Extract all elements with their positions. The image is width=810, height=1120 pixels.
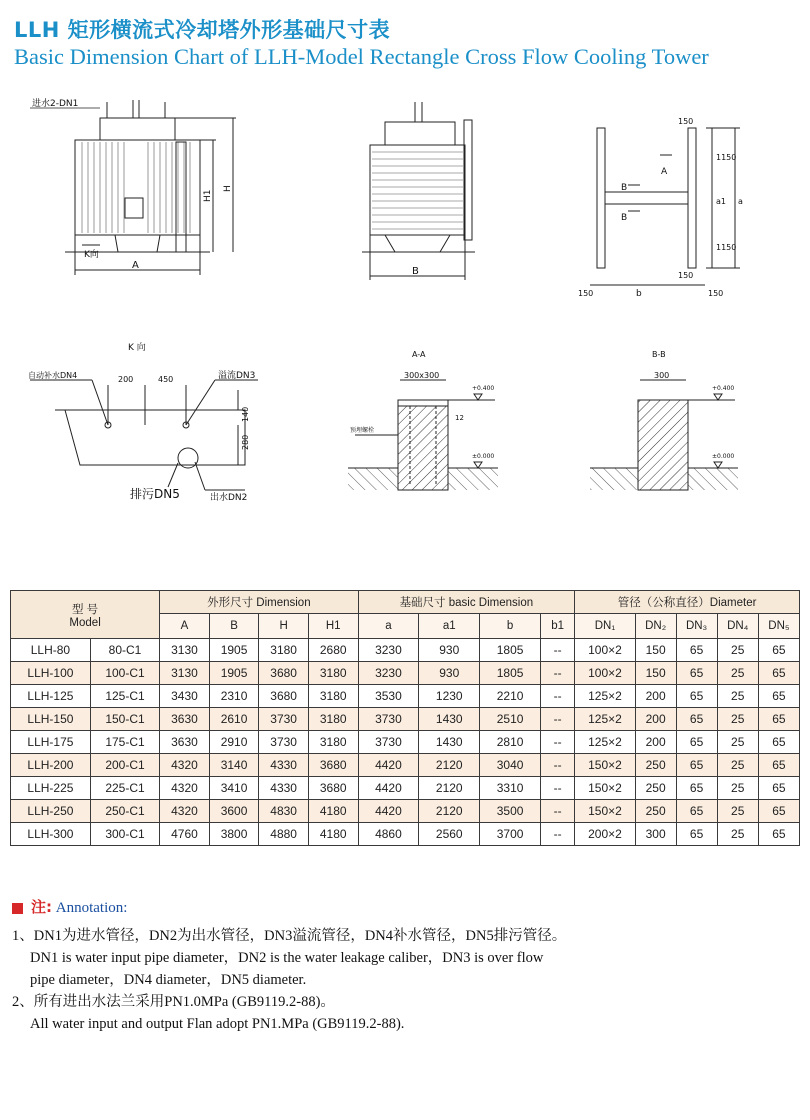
table-cell: 2810: [480, 731, 541, 754]
model-code-cell: 80-C1: [90, 639, 159, 662]
table-cell: 4320: [160, 800, 210, 823]
table-cell: 250: [635, 800, 676, 823]
table-cell: 3600: [209, 800, 259, 823]
sub-header-cell: DN₂: [635, 614, 676, 639]
table-cell: 2210: [480, 685, 541, 708]
table-cell: 3700: [480, 823, 541, 846]
table-cell: 1230: [419, 685, 480, 708]
table-cell: 65: [676, 731, 717, 754]
sub-header-cell: H1: [308, 614, 358, 639]
model-code-cell: 225-C1: [90, 777, 159, 800]
table-cell: 2120: [419, 800, 480, 823]
table-cell: 150: [635, 639, 676, 662]
table-cell: 65: [676, 662, 717, 685]
annotation-heading: [12, 896, 802, 919]
table-cell: 4330: [259, 777, 309, 800]
model-code-cell: 100-C1: [90, 662, 159, 685]
table-cell: --: [541, 800, 575, 823]
table-cell: 65: [758, 754, 799, 777]
table-row: [11, 662, 800, 685]
bb-300: 300: [654, 371, 670, 380]
table-cell: 3230: [358, 662, 419, 685]
table-cell: 25: [717, 800, 758, 823]
table-cell: 25: [717, 823, 758, 846]
table-cell: 65: [676, 823, 717, 846]
table-cell: 930: [419, 639, 480, 662]
table-row: [11, 823, 800, 846]
note-1-en-a: DN1 is water input pipe diameter，DN2 is the water leakage caliber，DN3 is over flow: [30, 950, 544, 966]
table-cell: 3410: [209, 777, 259, 800]
table-cell: 1430: [419, 731, 480, 754]
plan-150d: 150: [708, 289, 724, 298]
k-200: 200: [118, 375, 134, 384]
table-cell: 65: [676, 800, 717, 823]
model-name-cell: LLH-250: [11, 800, 91, 823]
side-view: [362, 102, 475, 280]
table-cell: 100×2: [575, 662, 636, 685]
side-b-label: B: [412, 266, 419, 277]
table-cell: 4180: [308, 800, 358, 823]
plan-b: b: [636, 289, 642, 299]
model-name-cell: LLH-200: [11, 754, 91, 777]
front-view: [30, 100, 236, 275]
table-row: [11, 777, 800, 800]
note-1-cn: 1、DN1为进水管径，DN2为出水管径，DN3溢流管径，DN4补水管径，DN5排污管径。: [12, 928, 567, 944]
table-cell: 3500: [480, 800, 541, 823]
table-cell: 3630: [160, 731, 210, 754]
table-cell: 25: [717, 754, 758, 777]
table-cell: 150×2: [575, 800, 636, 823]
table-cell: 4320: [160, 777, 210, 800]
table-cell: 1430: [419, 708, 480, 731]
table-row: [11, 731, 800, 754]
table-cell: 1905: [209, 639, 259, 662]
sub-header-cell: DN₄: [717, 614, 758, 639]
table-cell: 3680: [259, 685, 309, 708]
table-cell: 4420: [358, 754, 419, 777]
table-cell: 200×2: [575, 823, 636, 846]
table-cell: 1805: [480, 639, 541, 662]
model-code-cell: 125-C1: [90, 685, 159, 708]
table-cell: 2120: [419, 777, 480, 800]
table-cell: 2610: [209, 708, 259, 731]
table-cell: 65: [758, 662, 799, 685]
table-row: [11, 708, 800, 731]
table-cell: 3730: [358, 708, 419, 731]
sub-header-cell: B: [209, 614, 259, 639]
technical-drawings: [0, 80, 810, 580]
table-cell: 200: [635, 731, 676, 754]
aa-title: A-A: [412, 350, 426, 359]
note-2-en: All water input and output Flan adopt PN1.MPa (GB9119.2-88).: [30, 1016, 405, 1032]
aa-bolt: 预埋螺栓: [350, 427, 375, 434]
table-cell: 4420: [358, 777, 419, 800]
table-cell: 3430: [160, 685, 210, 708]
table-cell: 3630: [160, 708, 210, 731]
table-cell: --: [541, 777, 575, 800]
plan-a1: a1: [716, 197, 726, 206]
table-cell: 3680: [308, 754, 358, 777]
table-cell: 65: [676, 685, 717, 708]
sub-header-cell: b1: [541, 614, 575, 639]
table-cell: 2680: [308, 639, 358, 662]
plan-150a: 150: [678, 117, 694, 126]
front-k-label: K向: [84, 250, 99, 260]
model-name-cell: LLH-80: [11, 639, 91, 662]
table-cell: --: [541, 731, 575, 754]
table-cell: 1905: [209, 662, 259, 685]
table-cell: 3730: [358, 731, 419, 754]
table-cell: 150×2: [575, 777, 636, 800]
table-cell: 4330: [259, 754, 309, 777]
table-cell: 100×2: [575, 639, 636, 662]
front-h-label: H: [223, 185, 233, 192]
annotation-en: Annotation:: [55, 900, 128, 916]
front-top: [100, 118, 175, 140]
model-name-cell: LLH-150: [11, 708, 91, 731]
table-cell: 25: [717, 708, 758, 731]
model-name-cell: LLH-100: [11, 662, 91, 685]
red-square-icon: [12, 903, 23, 914]
table-cell: 3180: [259, 639, 309, 662]
table-cell: 3130: [160, 662, 210, 685]
table-cell: --: [541, 662, 575, 685]
table-cell: 250: [635, 777, 676, 800]
plan-bb: B: [621, 213, 628, 223]
table-body: [11, 639, 800, 846]
table-cell: 3800: [209, 823, 259, 846]
sub-header-cell: a: [358, 614, 419, 639]
table-cell: 65: [676, 708, 717, 731]
table-cell: --: [541, 639, 575, 662]
plan-ba: B: [621, 183, 628, 193]
sub-header-cell: DN₃: [676, 614, 717, 639]
table-cell: 4180: [308, 823, 358, 846]
table-row: [11, 800, 800, 823]
table-cell: 65: [676, 754, 717, 777]
table-cell: 3180: [308, 685, 358, 708]
table-cell: 3680: [259, 662, 309, 685]
table-cell: --: [541, 823, 575, 846]
table-cell: --: [541, 708, 575, 731]
sub-header-cell: a1: [419, 614, 480, 639]
table-cell: 3180: [308, 662, 358, 685]
sub-header-cell: DN₅: [758, 614, 799, 639]
model-code-cell: 200-C1: [90, 754, 159, 777]
table-cell: 65: [758, 685, 799, 708]
k-450: 450: [158, 375, 174, 384]
aa-300: 300x300: [404, 371, 440, 380]
table-cell: 3310: [480, 777, 541, 800]
model-name-cell: LLH-125: [11, 685, 91, 708]
k-280: 280: [241, 434, 250, 450]
table-cell: --: [541, 754, 575, 777]
table-cell: --: [541, 685, 575, 708]
plan-aa: A: [661, 167, 668, 177]
table-cell: 3140: [209, 754, 259, 777]
front-h1-label: H1: [203, 189, 213, 202]
k-dn4: 自动补水DN4: [28, 371, 78, 380]
table-cell: 25: [717, 639, 758, 662]
table-cell: 4320: [160, 754, 210, 777]
model-name-cell: LLH-225: [11, 777, 91, 800]
table-cell: 3180: [308, 708, 358, 731]
table-cell: 250: [635, 754, 676, 777]
table-cell: 4760: [160, 823, 210, 846]
annotation-cn: 注:: [31, 898, 52, 916]
sub-header-cell: b: [480, 614, 541, 639]
aa-0400: +0.400: [472, 385, 495, 392]
k-dn5: 排污DN5: [130, 487, 180, 501]
page-title-en: Basic Dimension Chart of LLH-Model Rectangle Cross Flow Cooling Tower: [14, 44, 709, 69]
model-code-cell: 300-C1: [90, 823, 159, 846]
drawings-svg: [0, 80, 810, 580]
table-cell: 2310: [209, 685, 259, 708]
table-cell: 125×2: [575, 731, 636, 754]
table-cell: 65: [758, 639, 799, 662]
diameter-header: 管径（公称直径）Diameter: [575, 591, 800, 614]
table-cell: 25: [717, 731, 758, 754]
table-cell: 2560: [419, 823, 480, 846]
table-cell: 4420: [358, 800, 419, 823]
k-140: 140: [241, 406, 250, 422]
table-cell: 65: [758, 731, 799, 754]
sub-header-cell: H: [259, 614, 309, 639]
plan-1150a: 1150: [716, 153, 737, 162]
table-cell: 125×2: [575, 708, 636, 731]
model-code-cell: 175-C1: [90, 731, 159, 754]
table-cell: 3230: [358, 639, 419, 662]
sub-header-cell: DN₁: [575, 614, 636, 639]
plan-150b: 150: [678, 271, 694, 280]
table-cell: 200: [635, 708, 676, 731]
model-name-cell: LLH-175: [11, 731, 91, 754]
table-cell: 65: [676, 777, 717, 800]
table-cell: 125×2: [575, 685, 636, 708]
model-header-en: Model: [69, 616, 101, 629]
table-cell: 2510: [480, 708, 541, 731]
table-row: [11, 685, 800, 708]
plan-a: a: [738, 197, 743, 206]
front-inlet-label: 进水2-DN1: [32, 99, 79, 109]
table-cell: 65: [758, 823, 799, 846]
table-cell: 2910: [209, 731, 259, 754]
notes-section: [12, 896, 802, 1035]
table-row: [11, 639, 800, 662]
table-cell: 25: [717, 777, 758, 800]
table-cell: 25: [717, 662, 758, 685]
bb-title: B-B: [652, 350, 666, 359]
table-cell: 3130: [160, 639, 210, 662]
model-code-cell: 150-C1: [90, 708, 159, 731]
table-cell: 65: [758, 708, 799, 731]
k-title: K 向: [128, 343, 146, 353]
table-cell: 2120: [419, 754, 480, 777]
table-cell: 3730: [259, 731, 309, 754]
table-cell: 65: [676, 639, 717, 662]
bb-0400: +0.400: [712, 385, 735, 392]
table-cell: 1805: [480, 662, 541, 685]
table-cell: 65: [758, 777, 799, 800]
bb-0000: ±0.000: [712, 453, 735, 460]
table-cell: 4860: [358, 823, 419, 846]
table-cell: 4830: [259, 800, 309, 823]
table-cell: 930: [419, 662, 480, 685]
table-cell: 3680: [308, 777, 358, 800]
dimension-table: [10, 590, 800, 846]
table-row: [11, 754, 800, 777]
model-header: [11, 591, 160, 639]
table-cell: 65: [758, 800, 799, 823]
table-cell: 200: [635, 685, 676, 708]
note-1-en-b: pipe diameter，DN4 diameter，DN5 diameter.: [30, 972, 307, 988]
table-cell: 3040: [480, 754, 541, 777]
model-name-cell: LLH-300: [11, 823, 91, 846]
section-aa: [348, 380, 498, 490]
table-cell: 3530: [358, 685, 419, 708]
aa-0000: ±0.000: [472, 453, 495, 460]
k-dn3: 溢流DN3: [218, 371, 256, 381]
k-view: [30, 380, 258, 490]
basic-dimension-header: 基础尺寸 basic Dimension: [358, 591, 575, 614]
section-bb: [590, 380, 738, 490]
table-cell: 300: [635, 823, 676, 846]
aa-12: 12: [455, 414, 464, 422]
plan-view: [590, 128, 740, 285]
front-a-label: A: [132, 260, 139, 271]
table-cell: 25: [717, 685, 758, 708]
model-header-cn: 型 号: [71, 603, 99, 616]
k-dn2: 出水DN2: [210, 493, 248, 503]
table-cell: 3730: [259, 708, 309, 731]
page-title-cn: LLH 矩形横流式冷却塔外形基础尺寸表: [14, 18, 391, 42]
table-cell: 150×2: [575, 754, 636, 777]
table-cell: 4880: [259, 823, 309, 846]
table-cell: 150: [635, 662, 676, 685]
dimension-header: 外形尺寸 Dimension: [160, 591, 358, 614]
sub-header-cell: A: [160, 614, 210, 639]
plan-150c: 150: [578, 289, 594, 298]
note-2-cn: 2、所有进出水法兰采用PN1.0MPa (GB9119.2-88)。: [12, 994, 335, 1010]
model-code-cell: 250-C1: [90, 800, 159, 823]
table-cell: 3180: [308, 731, 358, 754]
plan-1150b: 1150: [716, 243, 737, 252]
